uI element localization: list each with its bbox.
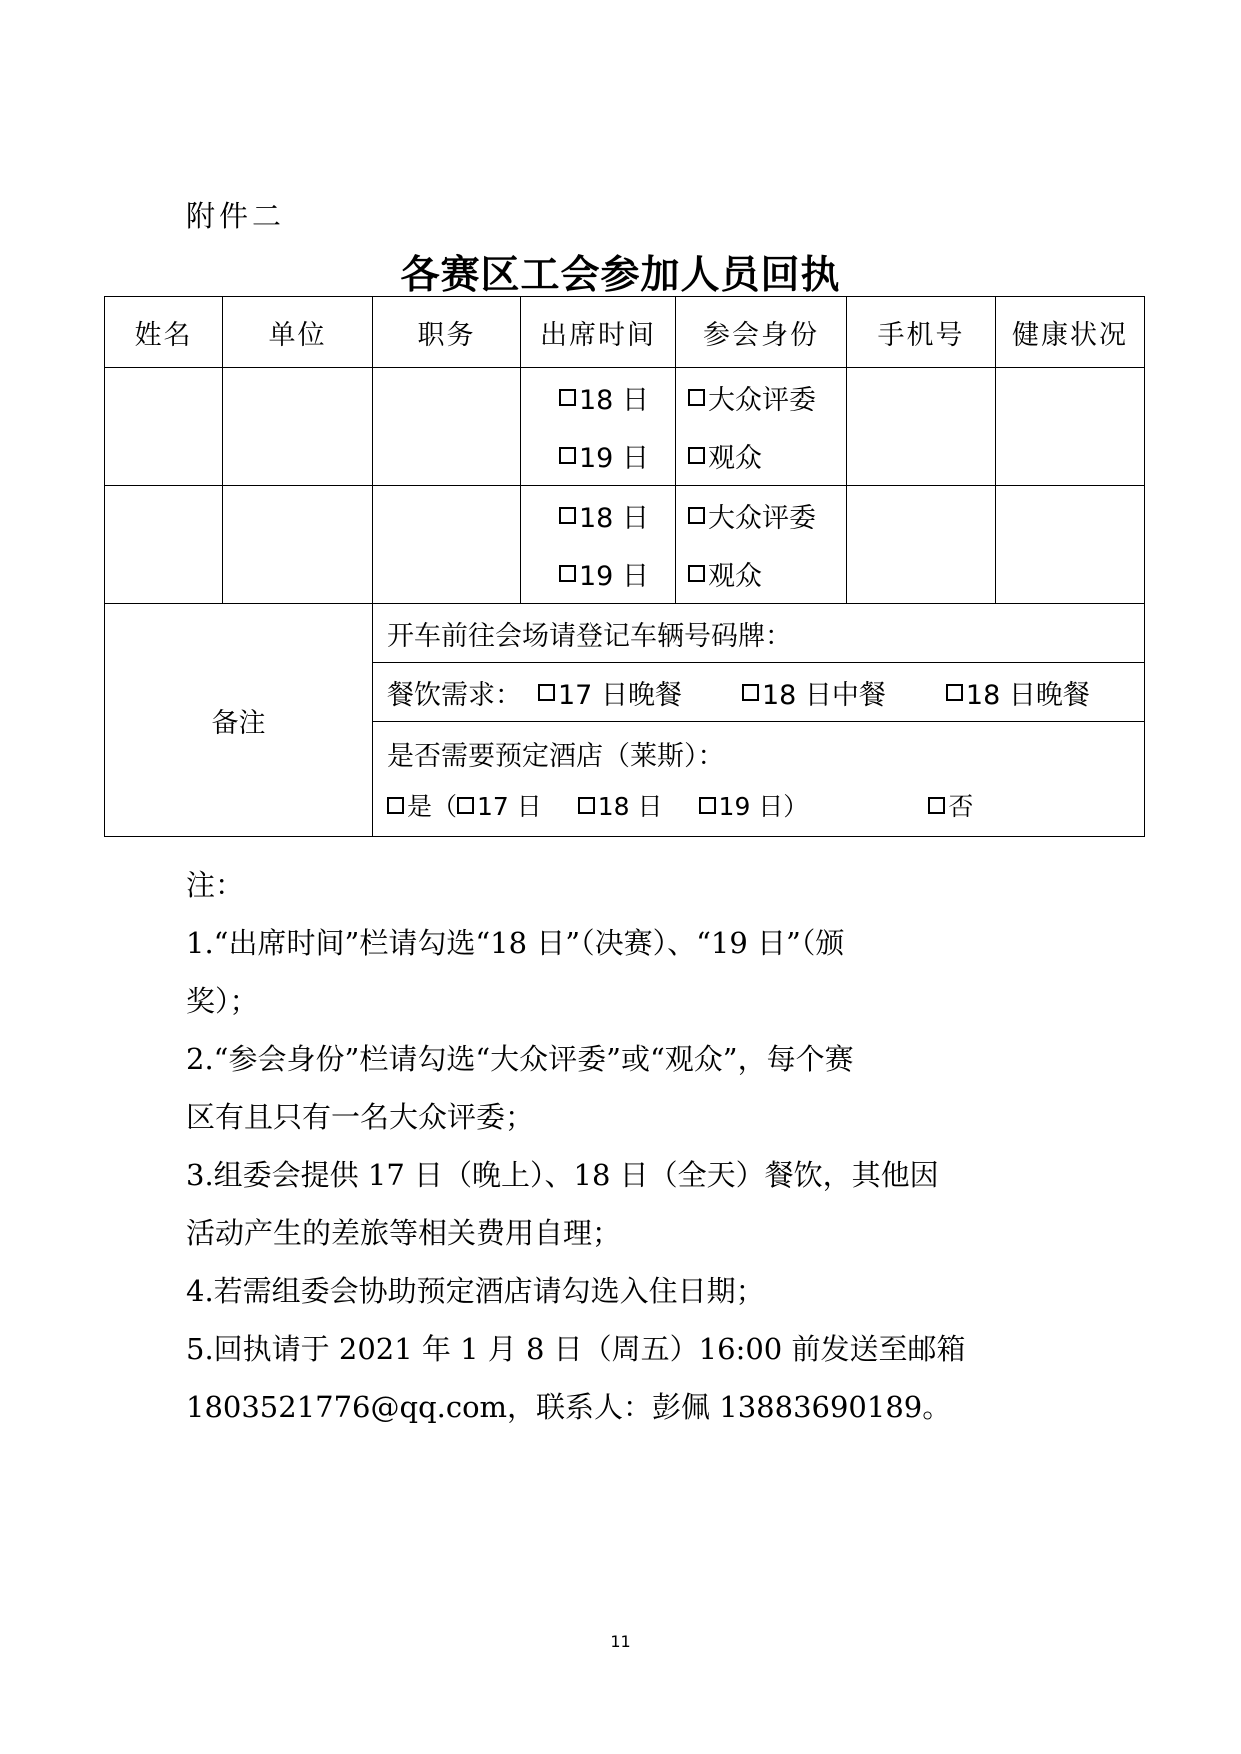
note-line: 3.组委会提供 17 日（晚上）、18 日（全天）餐饮，其他因 [186, 1158, 939, 1192]
checkbox-hotel-19[interactable] [699, 797, 716, 814]
header-cell: 出席时间 [521, 297, 676, 368]
role-cell: 大众评委 观众 [676, 368, 847, 486]
note-line: 4.若需组委会协助预定酒店请勾选入住日期； [186, 1274, 765, 1308]
position-cell[interactable] [373, 486, 521, 604]
checkbox-19[interactable] [559, 565, 576, 582]
note-line: 活动产生的差旅等相关费用自理； [186, 1216, 622, 1250]
checkbox-hotel-yes[interactable] [387, 797, 404, 814]
unit-cell[interactable] [223, 486, 373, 604]
checkbox-meal-18-lunch[interactable] [742, 684, 759, 701]
notes-heading: 注： [186, 868, 245, 902]
health-cell[interactable] [996, 368, 1145, 486]
note-line: 1803521776@qq.com，联系人：彭佩 13883690189。 [186, 1390, 952, 1424]
note-line: 5.回执请于 2021 年 1 月 8 日（周五）16:00 前发送至邮箱 [186, 1332, 966, 1366]
header-cell: 姓名 [105, 297, 223, 368]
checkbox-audience[interactable] [688, 565, 705, 582]
note-line: 2.“参会身份”栏请勾选“大众评委”或“观众”，每个赛 [186, 1042, 854, 1076]
page-number: 11 [610, 1632, 631, 1651]
checkbox-hotel-17[interactable] [457, 797, 474, 814]
checkbox-judge[interactable] [688, 389, 705, 406]
note-line: 1.“出席时间”栏请勾选“18 日”（决赛）、“19 日”（颁 [186, 926, 845, 960]
name-cell[interactable] [105, 486, 223, 604]
checkbox-judge[interactable] [688, 507, 705, 524]
checkbox-18[interactable] [559, 389, 576, 406]
remarks-row [105, 604, 1145, 663]
hotel-remark: 是否需要预定酒店（莱斯）： 是（ 17 日 18 日 19 日） 否 [373, 722, 1145, 837]
remarks-label: 备注 [105, 604, 373, 837]
unit-cell[interactable] [223, 368, 373, 486]
header-cell: 健康状况 [996, 297, 1145, 368]
checkbox-18[interactable] [559, 507, 576, 524]
table-row [105, 486, 1145, 604]
checkbox-meal-18-dinner[interactable] [946, 684, 963, 701]
checkbox-audience[interactable] [688, 447, 705, 464]
checkbox-meal-17-dinner[interactable] [538, 684, 555, 701]
checkbox-19[interactable] [559, 447, 576, 464]
phone-cell[interactable] [847, 486, 996, 604]
note-line: 奖）； [186, 984, 259, 1018]
vehicle-remark[interactable]: 开车前往会场请登记车辆号码牌： [373, 604, 1145, 663]
notes-section [186, 856, 1086, 1436]
attachment-label: 附件二 [186, 199, 286, 233]
header-cell: 职务 [373, 297, 521, 368]
table-row [105, 368, 1145, 486]
checkbox-hotel-no[interactable] [928, 797, 945, 814]
meal-remark: 餐饮需求： 17 日晚餐 18 日中餐 18 日晚餐 [373, 663, 1145, 722]
table-header-row [105, 297, 1145, 368]
note-line: 区有且只有一名大众评委； [186, 1100, 535, 1134]
health-cell[interactable] [996, 486, 1145, 604]
receipt-table [104, 296, 1145, 837]
role-cell: 大众评委 观众 [676, 486, 847, 604]
header-cell: 参会身份 [676, 297, 847, 368]
form-title: 各赛区工会参加人员回执 [400, 252, 841, 298]
name-cell[interactable] [105, 368, 223, 486]
header-cell: 单位 [223, 297, 373, 368]
attend-cell: 18 日 19 日 [521, 486, 676, 604]
phone-cell[interactable] [847, 368, 996, 486]
attend-cell: 18 日 19 日 [521, 368, 676, 486]
checkbox-hotel-18[interactable] [578, 797, 595, 814]
position-cell[interactable] [373, 368, 521, 486]
header-cell: 手机号 [847, 297, 996, 368]
